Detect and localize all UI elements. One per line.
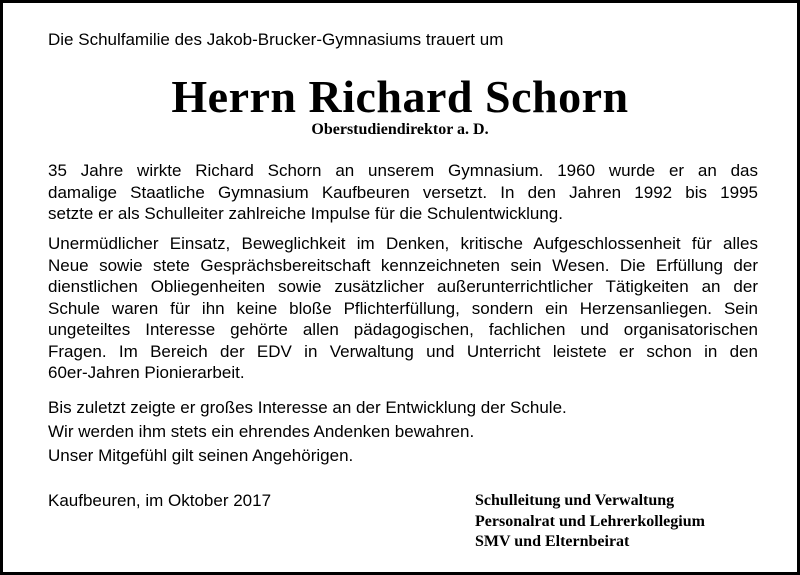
text-line: ungeteiltes Interesse gehörte allen pädagogischen, fachlichen und organisatorischen [48, 320, 758, 339]
text-line: Bis zuletzt zeigte er großes Interesse an der Entwicklung der Schule. [48, 398, 567, 417]
intro-line: Die Schulfamilie des Jakob-Brucker-Gymnasiums trauert um [48, 30, 504, 49]
text-line: damalige Staatliche Gymnasium Kaufbeuren versetzt. In den Jahren 1992 bis 1995 [48, 182, 758, 202]
text-line: Wir werden ihm stets ein ehrendes Andenken bewahren. [48, 422, 475, 441]
paragraph-interest [48, 397, 758, 419]
signer-line: Schulleitung und Verwaltung [475, 492, 675, 509]
text-line: Unermüdlicher Einsatz, Beweglichkeit im Denken, kritische Aufgeschlossenheit für alles [48, 234, 758, 253]
deceased-title: Oberstudiendirektor a. D. [311, 121, 489, 138]
text-line: Fragen. Im Bereich der EDV in Verwaltung und Unterricht leistete er schon in den [48, 341, 758, 361]
deceased-name: Herrn Richard Schorn [171, 71, 629, 122]
text-line: 35 Jahre wirkte Richard Schorn an unserem Gymnasium. 1960 wurde er an das [48, 161, 758, 180]
paragraph-character [48, 233, 758, 384]
signer-line: Personalrat und Lehrerkollegium [475, 512, 705, 530]
text-line: setzte er als Schulleiter zahlreiche Impulse für die Schulentwicklung. [48, 204, 563, 223]
signer-line: SMV und Elternbeirat [475, 533, 630, 550]
signers-block [475, 491, 705, 553]
paragraph-condolence [48, 445, 758, 467]
text-line: Unser Mitgefühl gilt seinen Angehörigen. [48, 446, 354, 465]
paragraph-career [48, 160, 758, 225]
text-line: Neue sowie stete Gesprächsbereitschaft kennzeichneten sein Wesen. Die Erfüllung der [48, 255, 758, 275]
text-line: 60er-Jahren Pionierarbeit. [48, 363, 245, 382]
paragraph-remembrance [48, 421, 758, 443]
text-line: dienstlichen Obliegenheiten sowie zusätzlicher außerunterrichtlicher Tätigkeiten an der [48, 277, 758, 296]
place-and-date: Kaufbeuren, im Oktober 2017 [48, 491, 272, 510]
text-line: Schule waren für ihn keine bloße Pflichterfüllung, sondern ein Herzensanliegen. Sein [48, 298, 758, 318]
